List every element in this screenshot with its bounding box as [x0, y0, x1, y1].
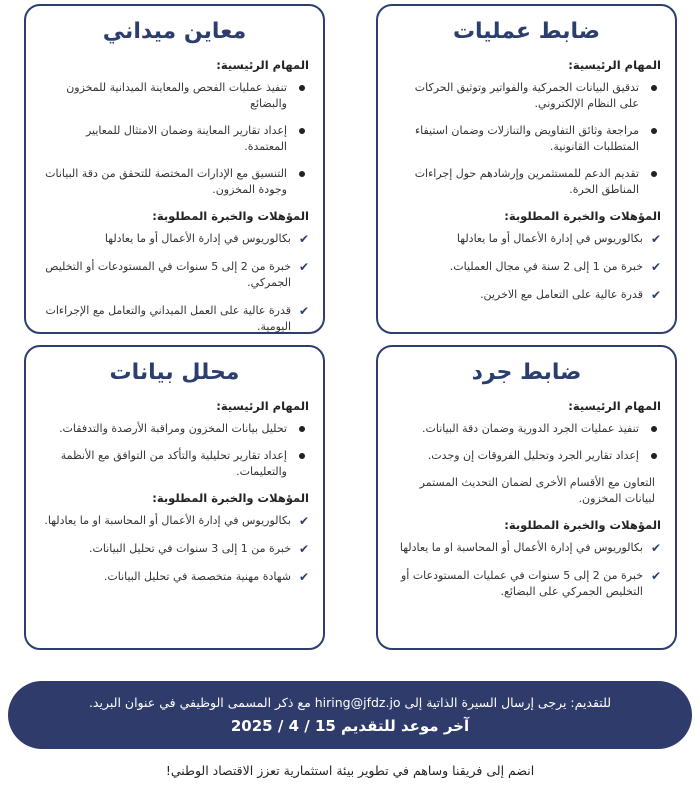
tasks-heading: المهام الرئيسية:: [216, 58, 309, 73]
job-card-inventory-officer: [376, 345, 677, 650]
list-item: ✔ بكالوريوس في إدارة الأعمال أو ما يعادلها: [392, 231, 661, 247]
bullet-icon: [299, 171, 305, 177]
check-icon: ✔: [298, 514, 309, 528]
list-item: إعداد تقارير الجرد وتحليل الفروقات إن وجدت.: [392, 448, 661, 464]
job-title: محلل بيانات: [109, 360, 240, 385]
list-item: تحليل بيانات المخزون ومراقبة الأرصدة والتدفقات.: [40, 421, 309, 437]
list-item: تدقيق البيانات الجمركية والفواتير وتوثيق الحركات على النظام الإلكتروني.: [392, 80, 661, 112]
tasks-list: [392, 421, 661, 507]
qualifications-list: [40, 513, 309, 585]
list-item: ✔ بكالوريوس في إدارة الأعمال أو ما يعادلها: [40, 231, 309, 247]
check-icon: ✔: [298, 569, 309, 584]
job-card-data-analyst: [24, 345, 325, 650]
tasks-heading: المهام الرئيسية:: [216, 399, 309, 414]
bullet-icon: [299, 128, 305, 134]
application-deadline: آخر موعد للتقديم 15 / 4 / 2025: [230, 717, 470, 736]
qualifications-heading: المؤهلات والخبرة المطلوبة:: [504, 208, 661, 223]
check-icon: ✔: [650, 259, 661, 274]
bullet-icon: [651, 128, 657, 134]
bullet-icon: [299, 426, 305, 432]
bullet-icon: [651, 171, 657, 177]
tasks-list: [40, 80, 309, 198]
list-item: ✔ بكالوريوس في إدارة الأعمال أو المحاسبة او ما يعادلها: [392, 540, 661, 556]
check-icon: ✔: [650, 287, 661, 302]
bullet-icon: [651, 426, 657, 432]
check-icon: ✔: [298, 303, 309, 318]
footer-tagline: انضم إلى فريقنا وساهم في تطوير بيئة استثمارية تعزز الاقتصاد الوطني!: [165, 763, 535, 778]
list-item: التعاون مع الأقسام الأخرى لضمان التحديث المستمر لبيانات المخزون.: [419, 476, 655, 505]
application-banner: [8, 681, 692, 749]
check-icon: ✔: [298, 231, 309, 246]
tasks-heading: المهام الرئيسية:: [568, 58, 661, 73]
check-icon: ✔: [298, 259, 309, 274]
check-icon: ✔: [650, 568, 661, 583]
job-card-field-inspector: [24, 4, 325, 334]
apply-instructions: للتقديم: يرجى إرسال السيرة الذاتية إلى hiring@jfdz.jo مع ذكر المسمى الوظيفي في عنوان البريد.: [88, 695, 612, 710]
list-item: ✔ خبرة من 2 إلى 5 سنوات في عمليات المستودعات أو التخليص الجمركي على البضائع.: [400, 568, 661, 598]
list-item: إعداد تقارير تحليلية والتأكد من التوافق مع الأنظمة والتعليمات.: [40, 448, 309, 480]
bullet-icon: [299, 85, 305, 91]
list-item: ✔ خبرة من 1 إلى 2 سنة في مجال العمليات.: [392, 259, 661, 275]
list-item: إعداد تقارير المعاينة وضمان الامتثال للمعايير المعتمدة.: [40, 123, 309, 155]
bullet-icon: [651, 453, 657, 459]
check-icon: ✔: [298, 541, 309, 556]
job-card-operations-officer: [376, 4, 677, 334]
list-item: ✔ قدرة عالية على العمل الميداني والتعامل مع الإجراءات اليومية.: [45, 303, 309, 333]
tasks-heading: المهام الرئيسية:: [568, 399, 661, 414]
qualifications-heading: المؤهلات والخبرة المطلوبة:: [152, 491, 309, 505]
list-item: تقديم الدعم للمستثمرين وإرشادهم حول إجراءات المناطق الحرة.: [392, 166, 661, 198]
list-item: مراجعة وثائق التفاويض والتنازلات وضمان استيفاء المتطلبات القانونية.: [392, 123, 661, 155]
list-item: ✔ بكالوريوس في إدارة الأعمال أو المحاسبة او ما يعادلها.: [40, 513, 309, 529]
tasks-list: [392, 80, 661, 198]
tasks-list: [40, 421, 309, 480]
list-item: ✔ قدرة عالية على التعامل مع الاخرين.: [392, 287, 661, 303]
qualifications-heading: المؤهلات والخبرة المطلوبة:: [152, 208, 309, 223]
list-item: ✔ خبرة من 2 إلى 5 سنوات في المستودعات أو التخليص الجمركي.: [45, 259, 309, 289]
list-item: ✔ شهادة مهنية متخصصة في تحليل البيانات.: [40, 569, 309, 585]
qualifications-heading: المؤهلات والخبرة المطلوبة:: [504, 517, 661, 532]
job-title: معاين ميداني: [102, 19, 247, 44]
bullet-icon: [651, 85, 657, 91]
job-title: ضابط جرد: [471, 360, 582, 385]
qualifications-list: [392, 231, 661, 303]
list-item: التنسيق مع الإدارات المختصة للتحقق من دقة البيانات وجودة المخزون.: [40, 166, 309, 198]
list-item: تنفيذ عمليات الفحص والمعاينة الميدانية للمخزون والبضائع: [40, 80, 309, 112]
list-item: تنفيذ عمليات الجرد الدورية وضمان دقة البيانات.: [392, 421, 661, 437]
check-icon: ✔: [650, 231, 661, 246]
check-icon: ✔: [650, 540, 661, 555]
qualifications-list: [40, 231, 309, 334]
bullet-icon: [299, 453, 305, 459]
list-item: ✔ خبرة من 1 إلى 3 سنوات في تحليل البيانات.: [40, 541, 309, 557]
job-title: ضابط عمليات: [452, 19, 601, 44]
qualifications-list: [392, 540, 661, 600]
